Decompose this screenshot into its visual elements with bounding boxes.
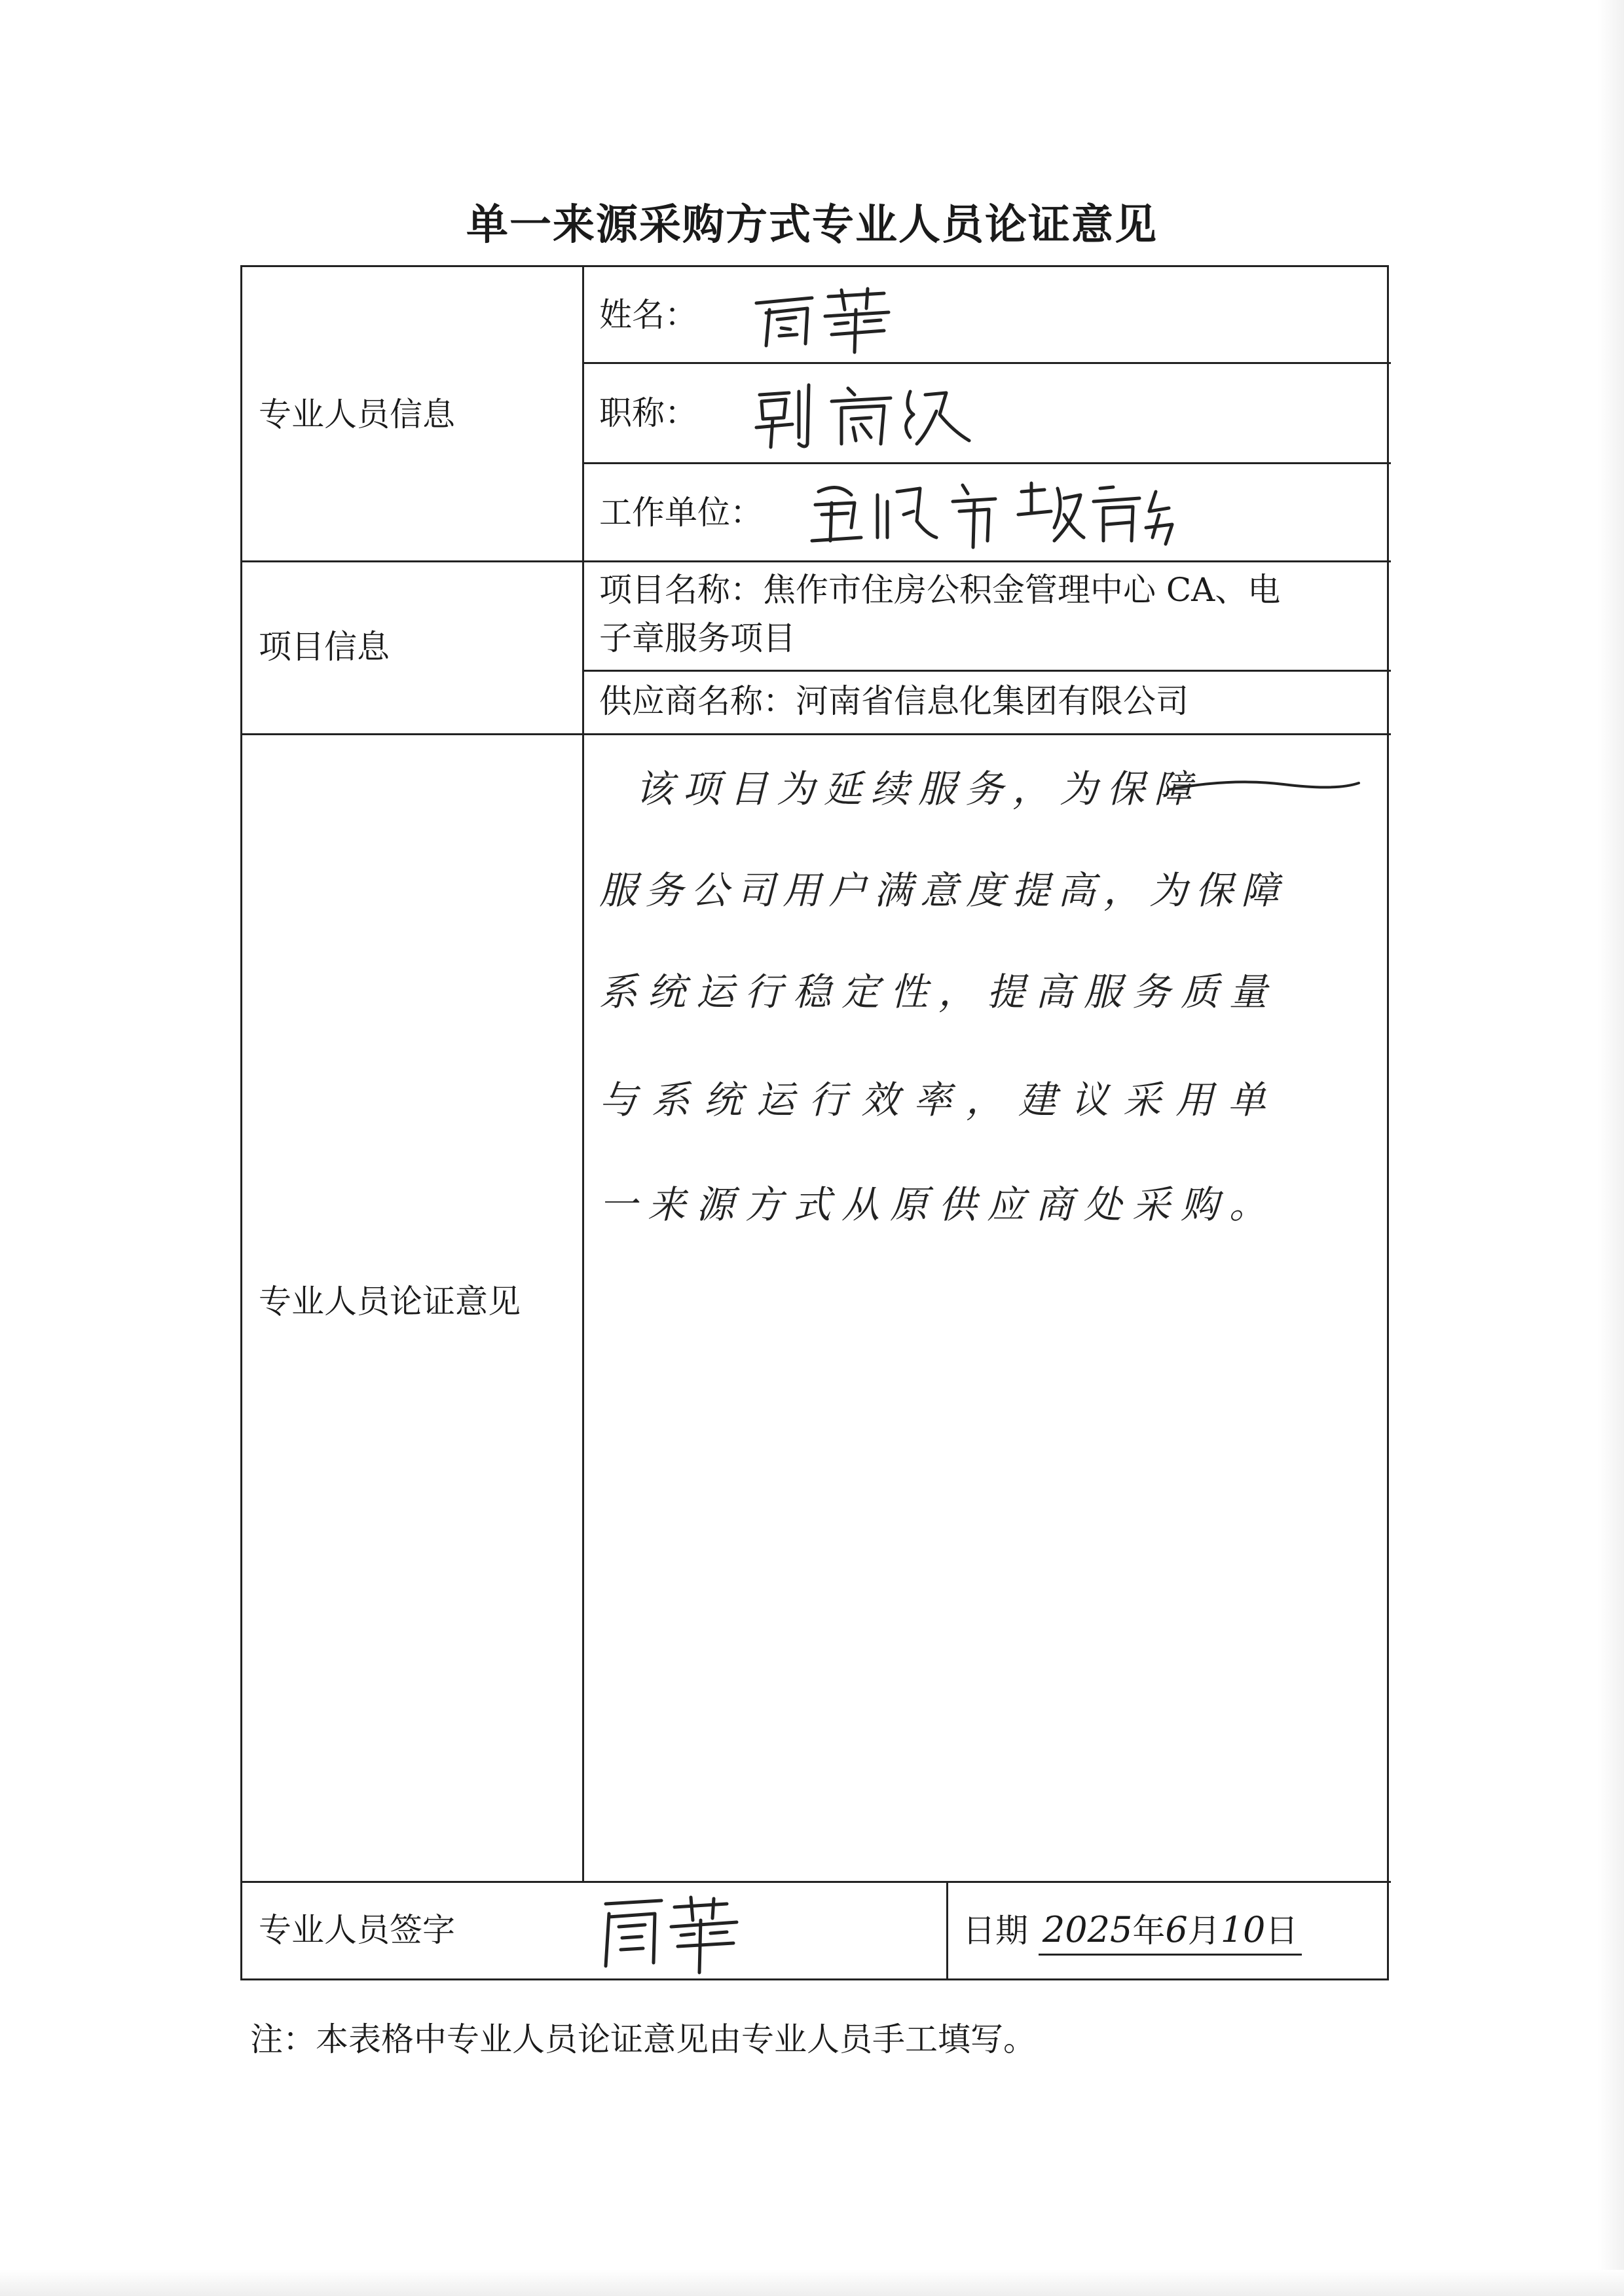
name-handwriting [750, 283, 900, 355]
supplier-row [599, 678, 1189, 724]
name-label: 姓名： [599, 296, 697, 334]
opinion-line-1: 该项目为延续服务，为保障 [635, 767, 1202, 811]
project-info-label: 项目信息 [259, 628, 390, 666]
employer-label: 工作单位： [599, 494, 763, 532]
date-label: 日期 [963, 1912, 1028, 1950]
signature-divider [946, 1881, 948, 1980]
row-line-expert-name [582, 362, 1391, 364]
date-field [963, 1907, 1302, 1956]
row-line-expert-title [582, 462, 1391, 464]
footnote: 注：本表格中专业人员论证意见由专业人员手工填写。 [250, 2020, 1036, 2058]
date-handwritten [1039, 1907, 1302, 1956]
signature-label: 专业人员签字 [259, 1911, 455, 1949]
date-month: 6 [1165, 1909, 1188, 1950]
opinion-line-2: 服务公司用户满意度提高，为保障 [599, 868, 1287, 913]
opinion-strikeout [1166, 765, 1362, 804]
job-title-handwriting [750, 378, 972, 450]
opinion-line-3: 系统运行稳定性，提高服务质量 [599, 970, 1278, 1014]
supplier-value: 河南省信息化集团有限公司 [796, 682, 1189, 720]
project-name-line1: 焦作市住房公积金管理中心 CA、电 [763, 571, 1281, 609]
column-divider [582, 267, 584, 1881]
year-suffix: 年 [1132, 1912, 1166, 1950]
form-title: 单一来源采购方式专业人员论证意见 [466, 200, 1158, 249]
employer-handwriting [805, 475, 1172, 551]
date-year: 2025 [1042, 1909, 1133, 1950]
row-line-section-1 [242, 560, 1391, 562]
scan-edge-bottom [0, 2270, 1624, 2296]
project-name-label-text: 项目名称： [599, 571, 763, 609]
row-line-signature [242, 1881, 1391, 1883]
scan-edge-right [1598, 0, 1624, 2296]
project-name-line2: 子章服务项目 [599, 619, 796, 657]
row-line-project-name [582, 670, 1391, 672]
supplier-label: 供应商名称： [599, 682, 796, 720]
row-line-section-2 [242, 733, 1391, 735]
date-day: 10 [1220, 1909, 1266, 1950]
month-suffix: 月 [1187, 1912, 1221, 1950]
opinion-section-label: 专业人员论证意见 [259, 1283, 521, 1321]
job-title-label: 职称： [599, 394, 697, 432]
opinion-form-table [240, 265, 1389, 1980]
opinion-line-4: 与系统运行效率，建议采用单 [599, 1078, 1281, 1122]
expert-info-label: 专业人员信息 [259, 395, 455, 433]
opinion-line-5: 一来源方式从原供应商处采购。 [599, 1182, 1278, 1227]
signature-handwriting [596, 1891, 753, 1976]
project-name-label [599, 567, 1280, 613]
day-suffix: 日 [1265, 1912, 1299, 1950]
